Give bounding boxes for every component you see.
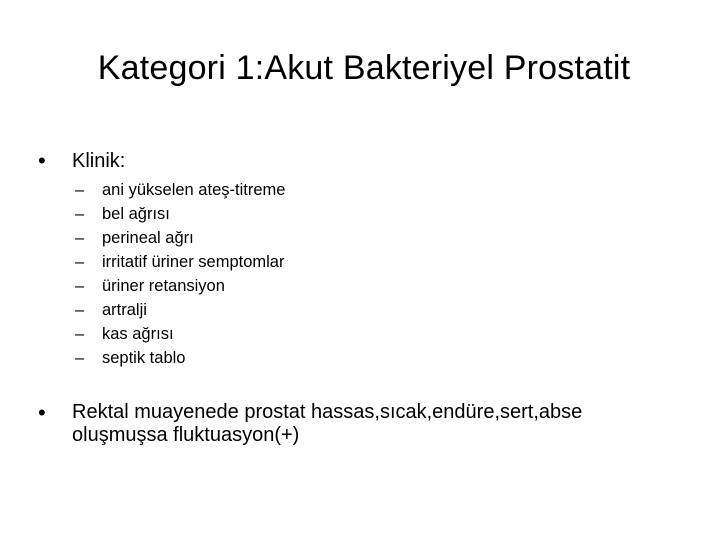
slide-title: Kategori 1:Akut Bakteriyel Prostatit	[97, 49, 631, 87]
dash-marker: –	[75, 325, 85, 343]
bullet-rectal-exam-text: Rektal muayenede prostat hassas,sıcak,endüre,sert,abse oluşmuşsa fluktuasyon(+)	[72, 401, 583, 446]
bullet-marker: •	[38, 148, 46, 173]
dash-marker: –	[75, 277, 85, 295]
bullet-clinic-text: Klinik:	[72, 150, 126, 172]
symptom-text: kas ağrısı	[102, 325, 174, 343]
symptom-text: üriner retansiyon	[102, 277, 225, 295]
dash-marker: –	[75, 253, 85, 271]
bullet-marker: •	[38, 400, 46, 425]
dash-marker: –	[75, 349, 85, 367]
symptom-item	[75, 298, 635, 322]
symptom-item	[75, 250, 635, 274]
symptom-item	[75, 346, 635, 370]
dash-marker: –	[75, 301, 85, 319]
dash-marker: –	[75, 229, 85, 247]
bullet-clinic	[38, 149, 678, 177]
symptom-text: perineal ağrı	[102, 229, 194, 247]
bullet-rectal-exam	[38, 401, 688, 457]
symptom-text: bel ağrısı	[102, 205, 170, 223]
symptom-item	[75, 226, 635, 250]
symptom-text: septik tablo	[102, 349, 186, 367]
symptom-text: artralji	[102, 301, 147, 319]
symptom-item	[75, 202, 635, 226]
symptom-item	[75, 322, 635, 346]
dash-marker: –	[75, 205, 85, 223]
symptom-text: ani yükselen ateş-titreme	[102, 181, 286, 199]
symptom-text: irritatif üriner semptomlar	[102, 253, 285, 271]
clinic-symptom-list	[75, 178, 635, 370]
symptom-item	[75, 178, 635, 202]
dash-marker: –	[75, 181, 85, 199]
symptom-item	[75, 274, 635, 298]
